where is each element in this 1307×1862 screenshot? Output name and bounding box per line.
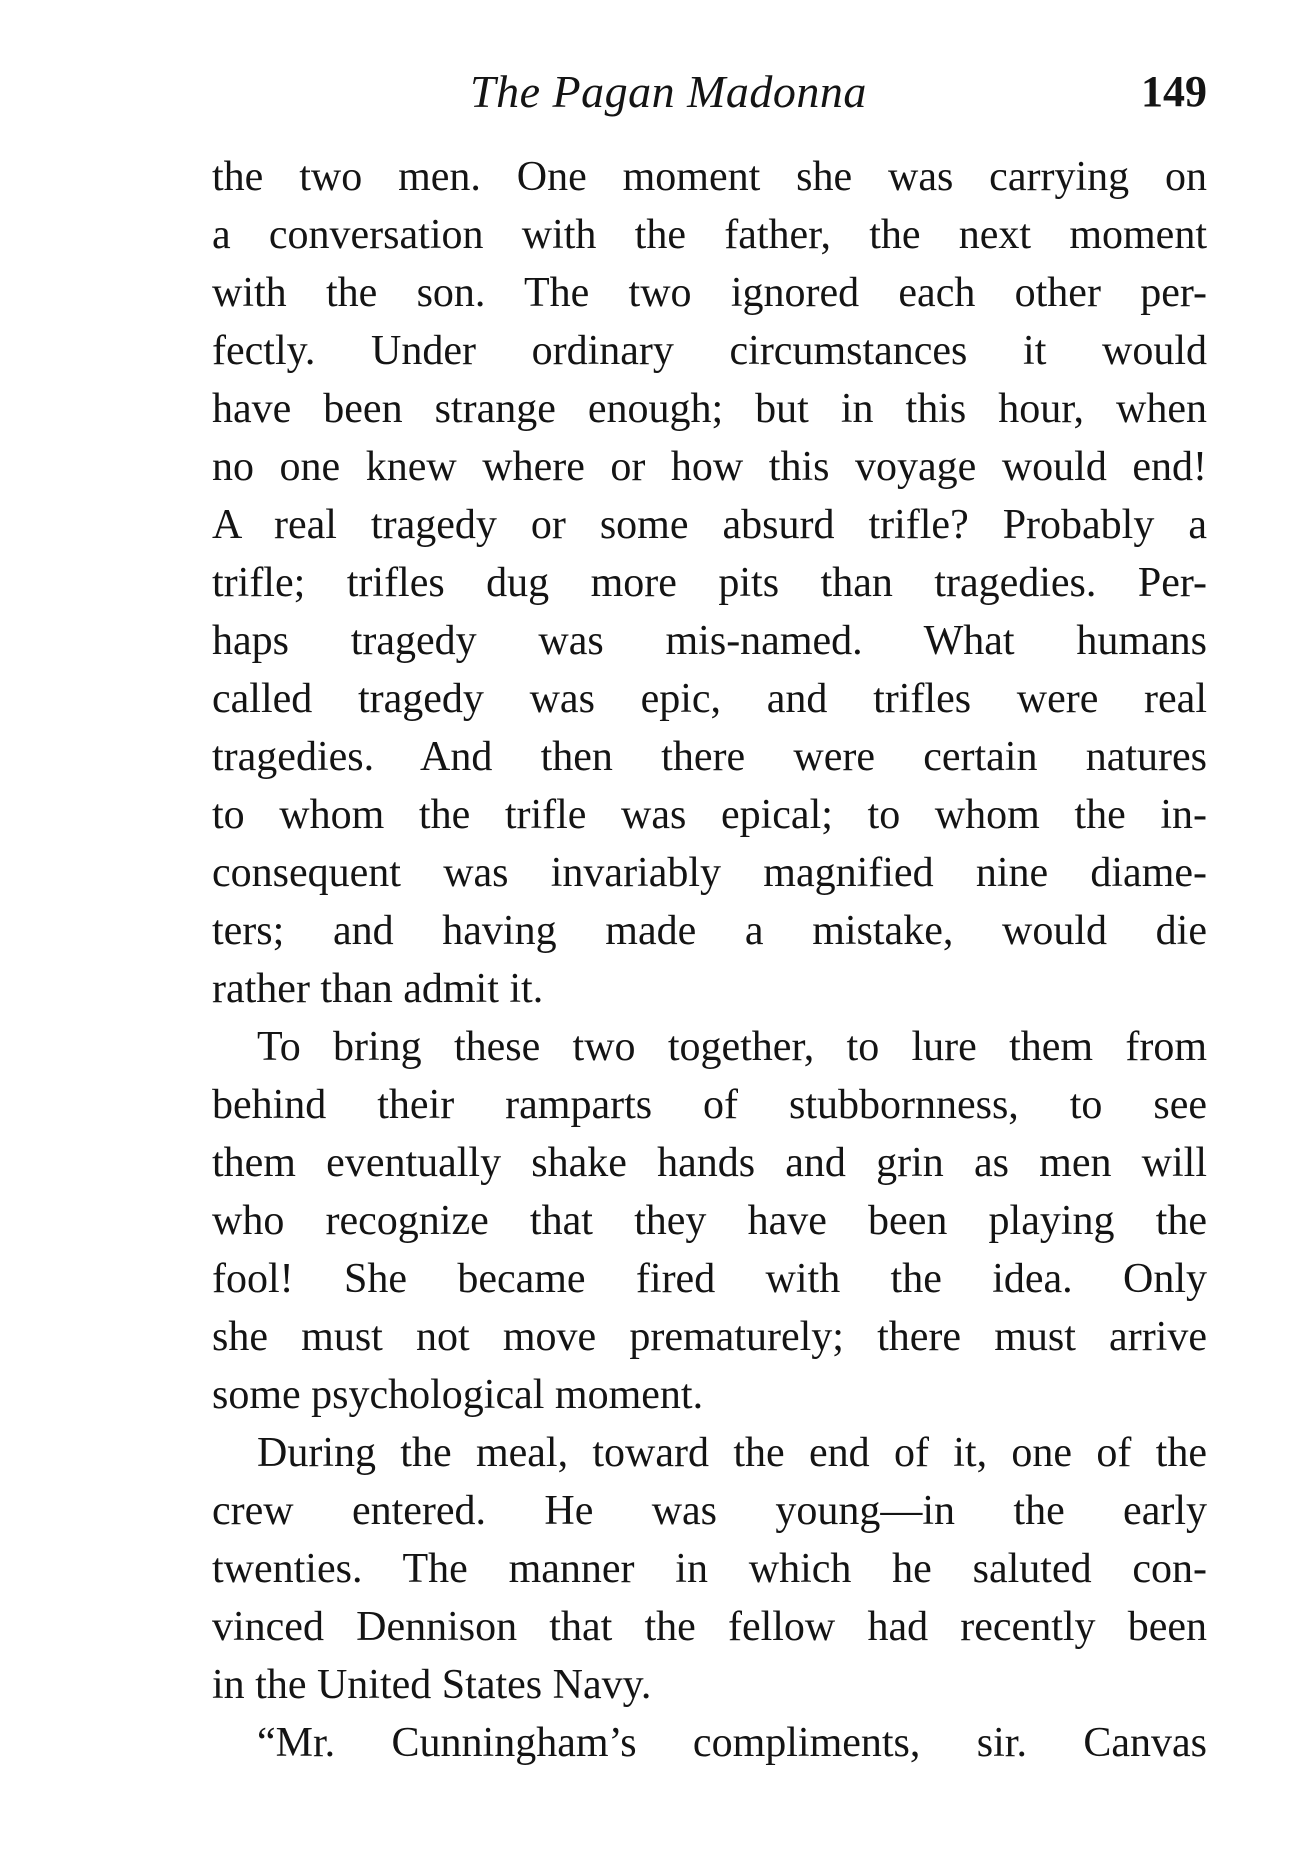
paragraph-4	[212, 1714, 1207, 1772]
text-line: During the meal, toward the end of it, one of the	[257, 1430, 1207, 1476]
text-line: to whom the trifle was epical; to whom the in-	[212, 792, 1207, 838]
page-number: 149	[1141, 67, 1207, 116]
running-head	[212, 62, 1207, 122]
text-line: vinced Dennison that the fellow had recently been	[212, 1604, 1207, 1650]
text-line: tragedies. And then there were certain natures	[212, 734, 1207, 780]
text-line: fectly. Under ordinary circumstances it would	[212, 328, 1207, 374]
paragraph-3	[212, 1424, 1207, 1714]
text-line: consequent was invariably magnified nine diame-	[212, 850, 1207, 896]
text-line: some psychological moment.	[212, 1372, 704, 1418]
text-line: no one knew where or how this voyage would end!	[212, 444, 1207, 490]
text-line: with the son. The two ignored each other per-	[212, 270, 1207, 316]
text-line: haps tragedy was mis-named. What humans	[212, 618, 1207, 664]
text-line: called tragedy was epic, and trifles were real	[212, 676, 1207, 722]
text-line: a conversation with the father, the next moment	[212, 212, 1207, 258]
text-line: she must not move prematurely; there must arrive	[212, 1314, 1207, 1360]
paragraph-2	[212, 1018, 1207, 1424]
text-line: trifle; trifles dug more pits than tragedies. Per-	[212, 560, 1207, 606]
text-line: To bring these two together, to lure them from	[257, 1024, 1207, 1070]
text-line: who recognize that they have been playing the	[212, 1198, 1207, 1244]
text-line: crew entered. He was young—in the early	[212, 1488, 1207, 1534]
text-line: the two men. One moment she was carrying on	[212, 154, 1207, 200]
text-line: twenties. The manner in which he saluted con-	[212, 1546, 1207, 1592]
text-line: have been strange enough; but in this hour, when	[212, 386, 1207, 432]
text-line: them eventually shake hands and grin as men will	[212, 1140, 1207, 1186]
text-line: rather than admit it.	[212, 966, 544, 1012]
running-title: The Pagan Madonna	[470, 66, 867, 117]
paragraph-1	[212, 148, 1207, 1018]
text-line: “Mr. Cunningham’s compliments, sir. Canvas	[257, 1720, 1207, 1766]
text-line: ters; and having made a mistake, would die	[212, 908, 1207, 954]
text-line: A real tragedy or some absurd trifle? Probably a	[212, 502, 1207, 548]
body-text	[212, 148, 1207, 1772]
text-line: in the United States Navy.	[212, 1662, 652, 1708]
text-line: fool! She became fired with the idea. Only	[212, 1256, 1207, 1302]
text-line: behind their ramparts of stubbornness, to see	[212, 1082, 1207, 1128]
